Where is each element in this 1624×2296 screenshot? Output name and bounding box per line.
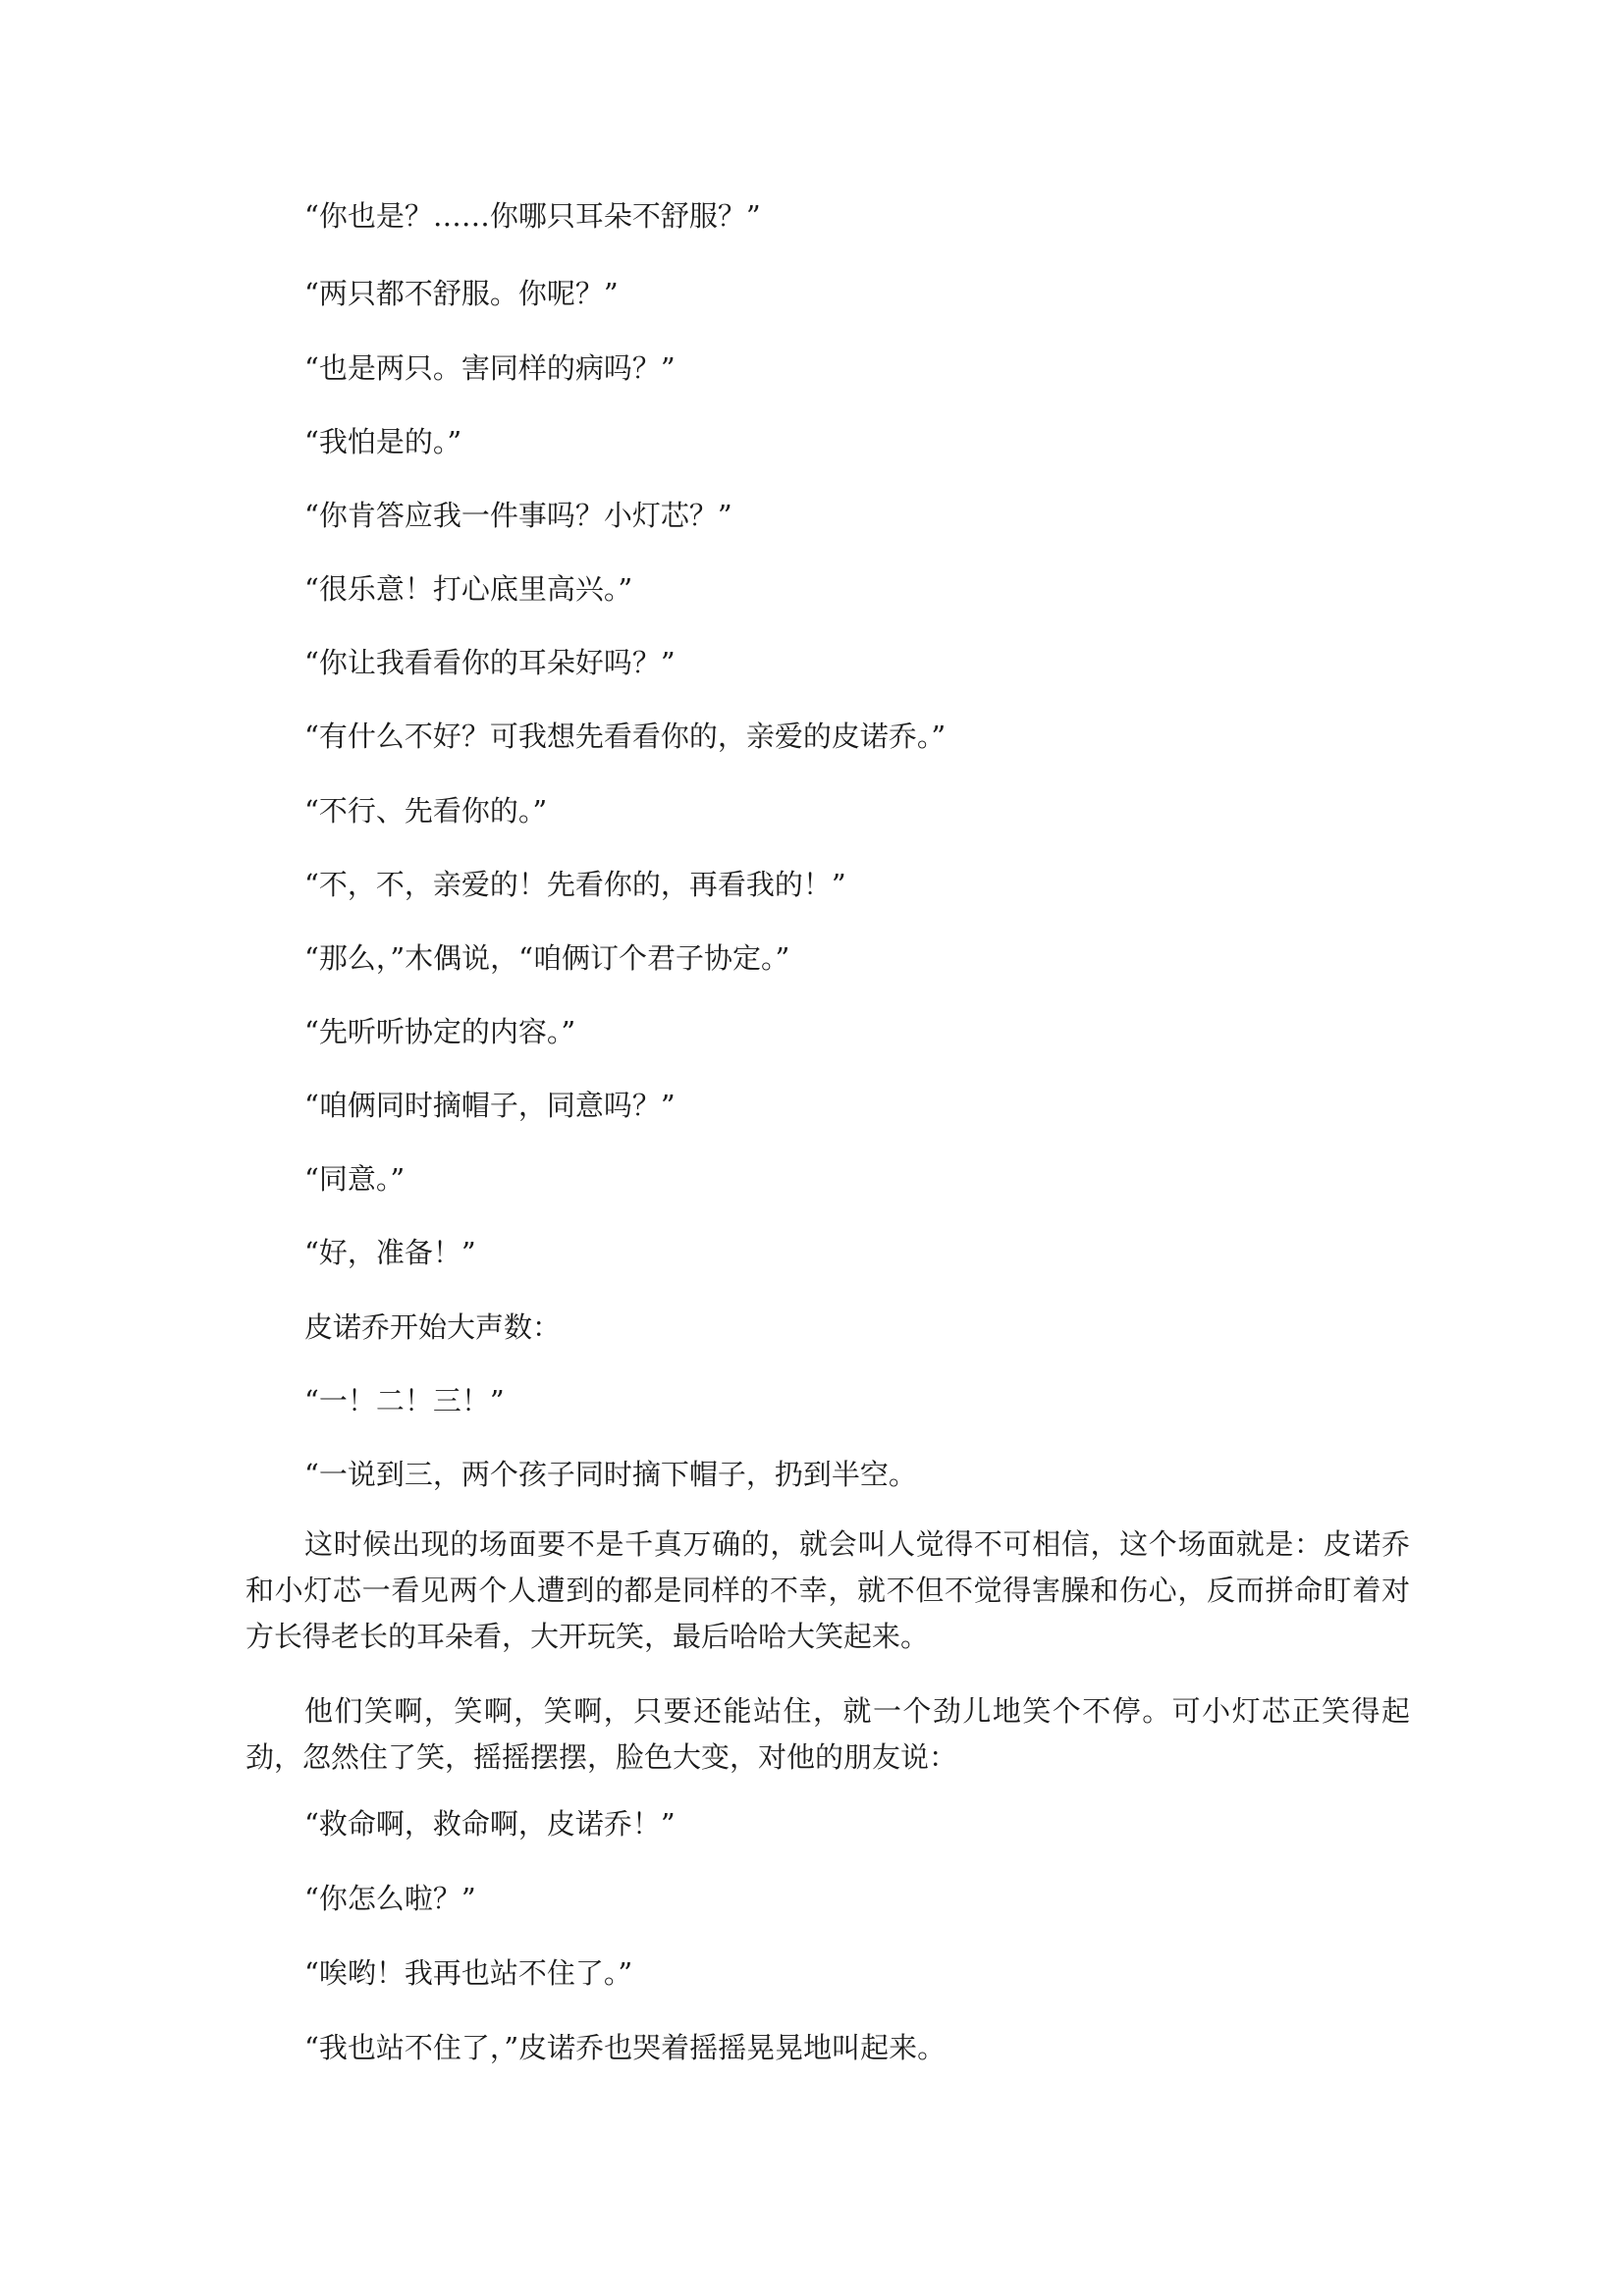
narrative-paragraph: 这时候出现的场面要不是千真万确的，就会叫人觉得不可相信，这个场面就是：皮诺乔和小灯芯一看见两个人遭到的都是同样的不幸，就不但不觉得害臊和伤心，反而拼命盯着对方长得老长的耳朵看，大开玩笑，最后哈哈大笑起来。 bbox=[245, 1527, 1410, 1653]
dialogue-line: “有什么不好？可我想先看看你的，亲爱的皮诺乔。” bbox=[304, 720, 947, 753]
dialogue-line: “一！二！三！” bbox=[304, 1384, 505, 1417]
dialogue-line: “很乐意！打心底里高兴。” bbox=[304, 572, 633, 606]
dialogue-line: “唉哟！我再也站不住了。” bbox=[304, 1956, 633, 1990]
dialogue-line: “两只都不舒服。你呢？” bbox=[304, 277, 619, 310]
dialogue-line: “同意。” bbox=[304, 1162, 406, 1196]
dialogue-line: “咱俩同时摘帽子，同意吗？” bbox=[304, 1089, 676, 1122]
dialogue-line: “你怎么啦？” bbox=[304, 1882, 476, 1915]
dialogue-line: “那么，”木偶说，“咱俩订个君子协定。” bbox=[304, 941, 790, 975]
dialogue-line: “不行、先看你的。” bbox=[304, 794, 548, 828]
dialogue-line: “先听听协定的内容。” bbox=[304, 1015, 576, 1048]
dialogue-line: “好，准备！” bbox=[304, 1236, 476, 1269]
narration-line: “一说到三，两个孩子同时摘下帽子，扔到半空。 bbox=[304, 1458, 917, 1491]
dialogue-line: “你也是？……你哪只耳朵不舒服？” bbox=[304, 199, 761, 233]
dialogue-line: “你肯答应我一件事吗？小灯芯？” bbox=[304, 499, 732, 532]
narrative-paragraph: 他们笑啊，笑啊，笑啊，只要还能站住，就一个劲儿地笑个不停。可小灯芯正笑得起劲，忽然住了笑，摇摇摆摆，脸色大变，对他的朋友说： bbox=[245, 1694, 1410, 1774]
dialogue-line: “救命啊，救命啊，皮诺乔！” bbox=[304, 1807, 676, 1841]
narration-line: 皮诺乔开始大声数： bbox=[304, 1310, 562, 1344]
dialogue-line: “也是两只。害同样的病吗？” bbox=[304, 351, 676, 385]
dialogue-line: “你让我看看你的耳朵好吗？” bbox=[304, 646, 676, 679]
dialogue-line: “不，不，亲爱的！先看你的，再看我的！” bbox=[304, 868, 846, 901]
dialogue-line: “我怕是的。” bbox=[304, 425, 462, 458]
dialogue-line: “我也站不住了，”皮诺乔也哭着摇摇晃晃地叫起来。 bbox=[304, 2031, 947, 2064]
